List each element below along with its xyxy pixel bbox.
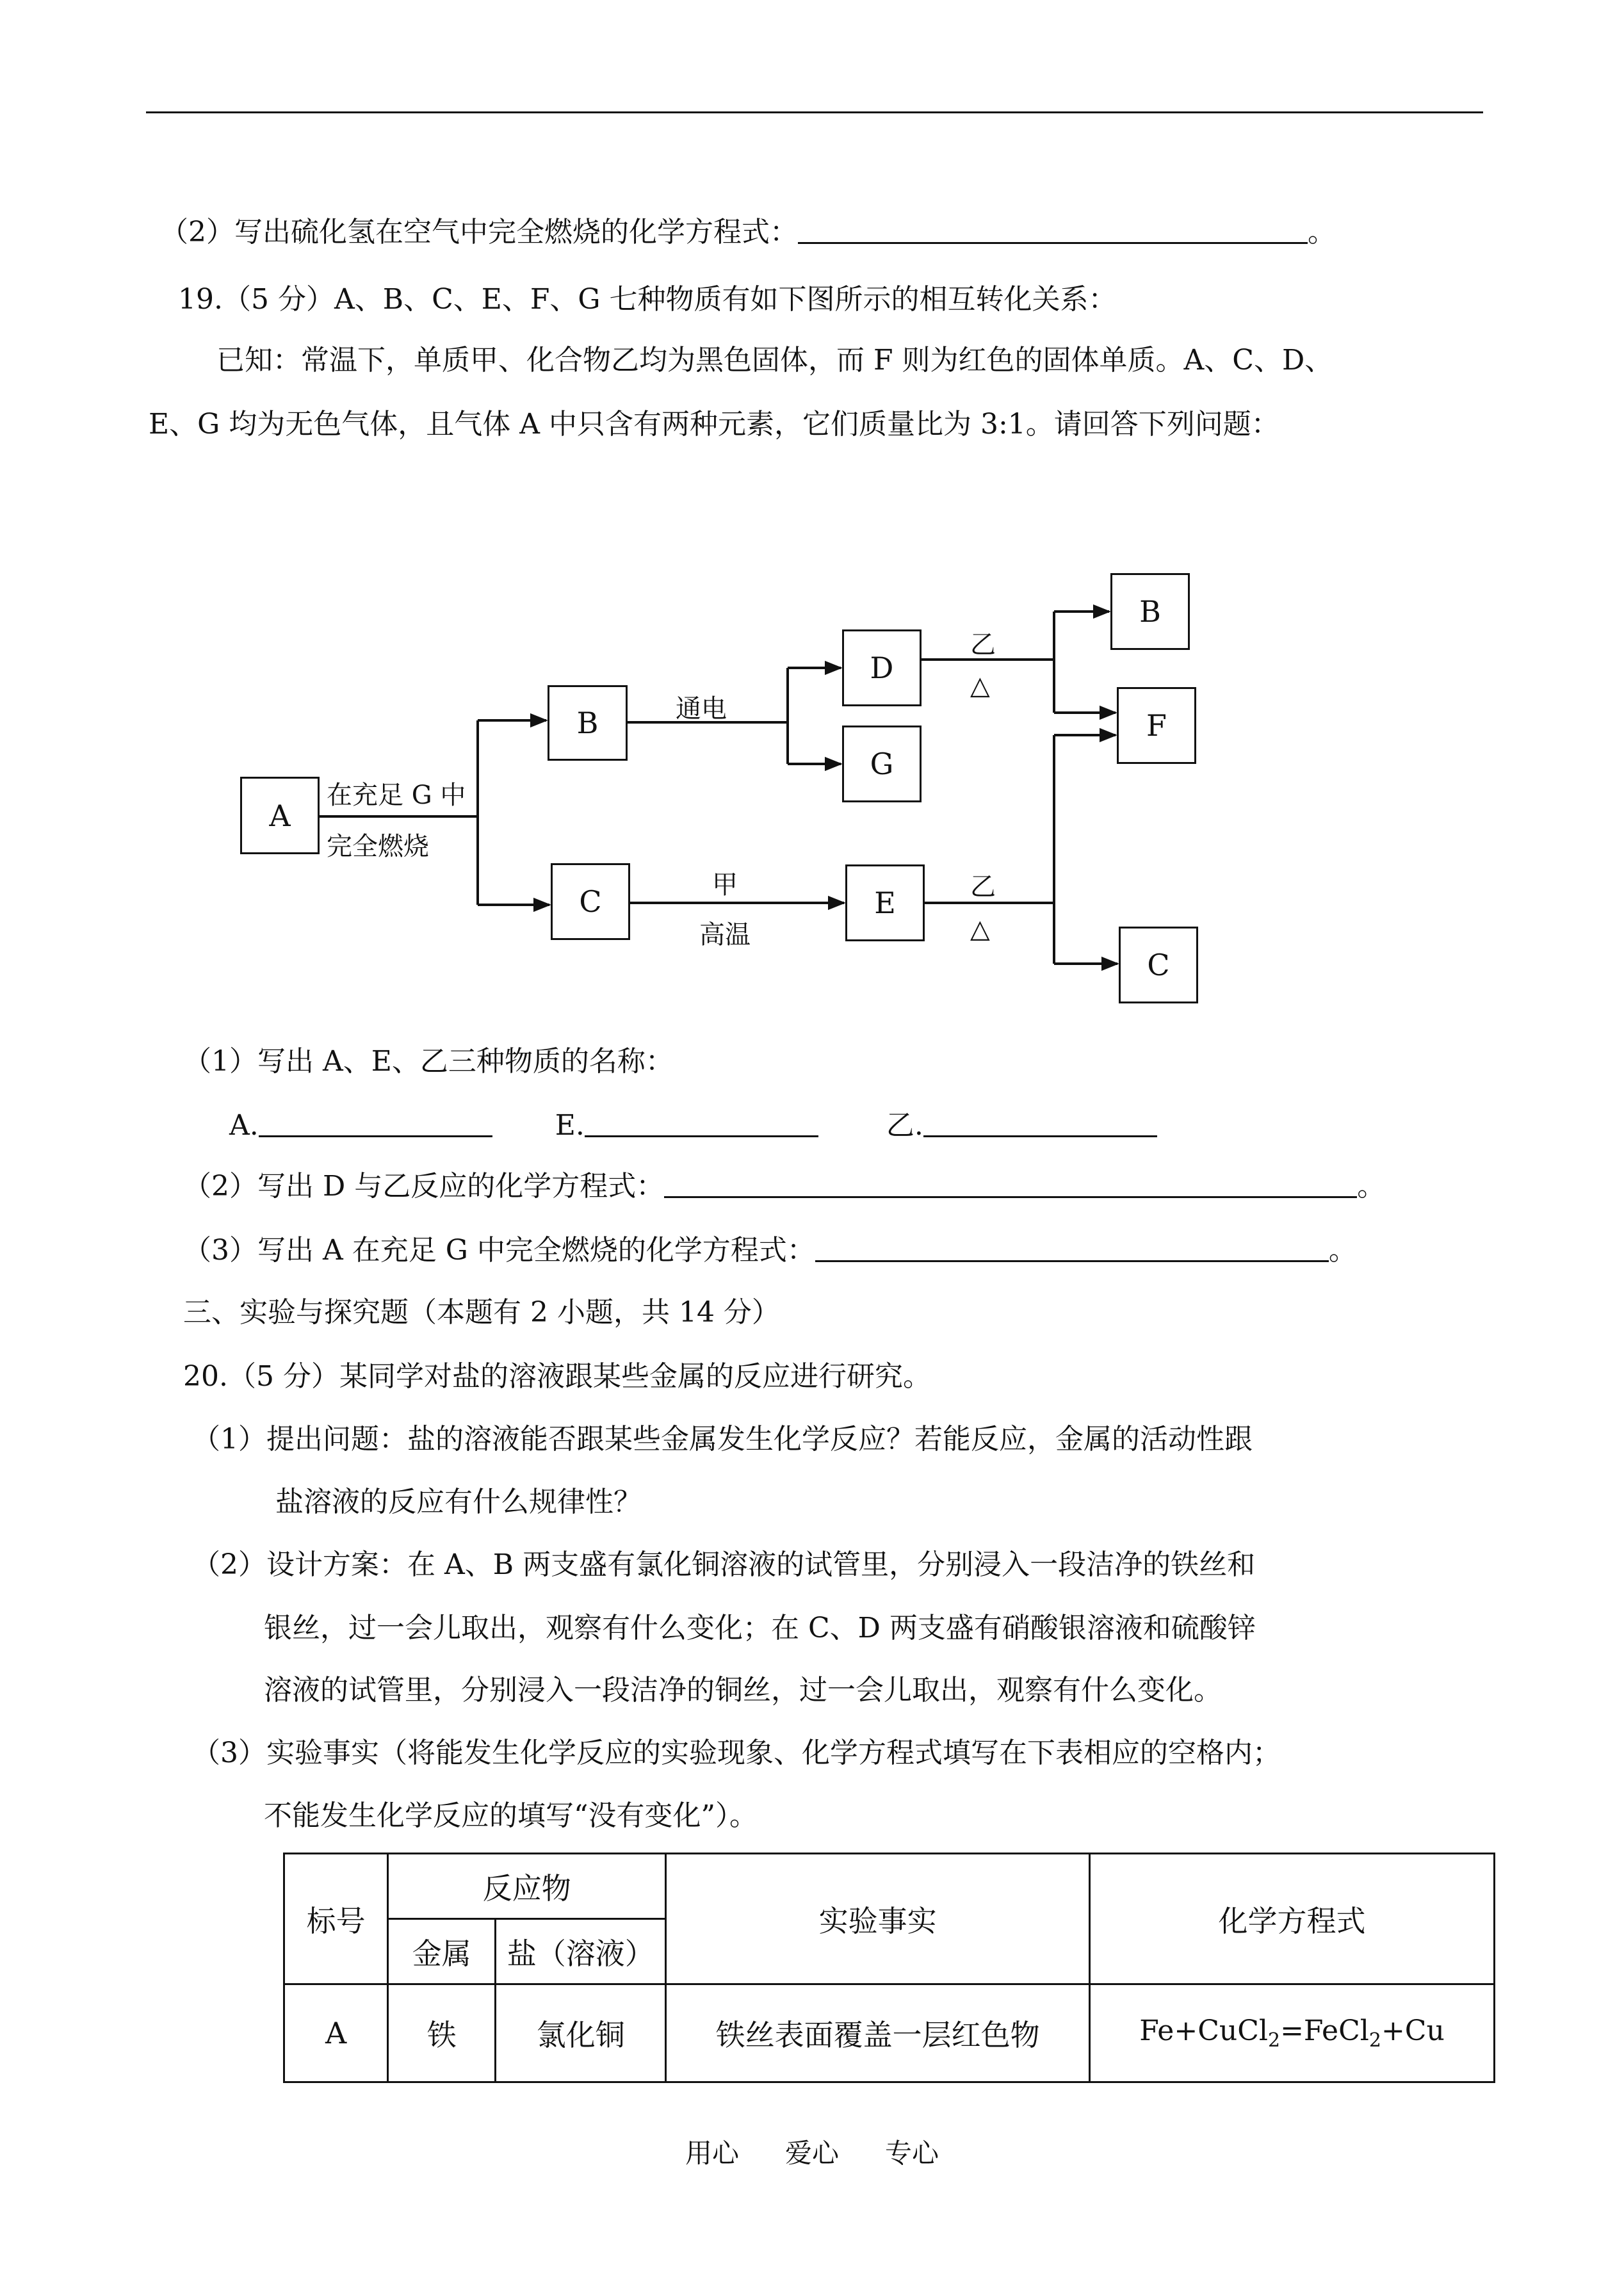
q19-part3-period: 。 [1328, 1234, 1357, 1267]
label-a-burn-bottom: 完全燃烧 [327, 832, 429, 861]
eq-part-1: Fe+CuCl [1139, 2015, 1268, 2048]
q19-part2-text: （2）写出 D 与乙反应的化学方程式： [183, 1170, 665, 1203]
label-electrolysis: 通电 [676, 694, 727, 724]
header-metal: 金属 [388, 1919, 496, 1984]
row-a-equation [1090, 1984, 1495, 2082]
header-salt: 盐（溶液） [496, 1919, 666, 1984]
answer-yi-label: 乙. [886, 1109, 923, 1142]
box-f: F [1117, 687, 1196, 764]
box-c-second: C [1119, 927, 1198, 1003]
q19-part3-blank[interactable] [815, 1235, 1329, 1262]
header-label: 标号 [284, 1854, 388, 1984]
q20-p2-line1: （2）设计方案：在 A、B 两支盛有氯化铜溶液的试管里，分别浸入一段洁净的铁丝和 [192, 1548, 1256, 1581]
footer-word-3: 专心 [885, 2137, 939, 2169]
box-d: D [842, 629, 922, 706]
q20-p1-line1: （1）提出问题：盐的溶液能否跟某些金属发生化学反应？若能反应，金属的活动性跟 [192, 1423, 1253, 1456]
eq-part-2: =FeCl [1280, 2015, 1369, 2048]
answer-e-blank[interactable] [585, 1110, 818, 1137]
q19-part3-text: （3）写出 A 在充足 G 中完全燃烧的化学方程式： [183, 1234, 815, 1267]
q20-title: 20.（5 分）某同学对盐的溶液跟某些金属的反应进行研究。 [183, 1360, 931, 1393]
q20-p3-line1: （3）实验事实（将能发生化学反应的实验现象、化学方程式填写在下表相应的空格内； [192, 1737, 1281, 1769]
row-a-metal: 铁 [388, 1984, 496, 2082]
q18-answer-blank[interactable] [798, 216, 1308, 244]
eq-sub-1: 2 [1267, 2029, 1281, 2052]
box-g: G [842, 726, 922, 802]
label-yi-top: 乙 [970, 630, 996, 660]
section-3-heading: 三、实验与探究题（本题有 2 小题，共 14 分） [183, 1296, 780, 1329]
box-b-first: B [548, 685, 628, 761]
box-e: E [845, 864, 925, 941]
row-a-salt: 氯化铜 [496, 1984, 666, 2082]
q18-period: 。 [1308, 216, 1336, 248]
label-heat-top: △ [970, 671, 990, 701]
label-high-temp: 高温 [699, 920, 751, 950]
row-a-label: A [284, 1984, 388, 2082]
q19-known-line2: E、G 均为无色气体，且气体 A 中只含有两种元素，它们质量比为 3:1。请回答下列问题： [149, 408, 1279, 441]
q19-title: 19.（5 分）A、B、C、E、F、G 七种物质有如下图所示的相互转化关系： [178, 283, 1117, 316]
q19-part2-blank[interactable] [664, 1171, 1357, 1198]
row-a-fact: 铁丝表面覆盖一层红色物 [666, 1984, 1090, 2082]
box-c-first: C [551, 863, 630, 940]
page-footer [0, 2132, 1624, 2171]
q20-p3-line2: 不能发生化学反应的填写“没有变化”）。 [264, 1799, 758, 1832]
label-heat-bottom: △ [970, 914, 990, 944]
q19-part1: （1）写出 A、E、乙三种物质的名称： [183, 1045, 674, 1078]
table-row [284, 1984, 1495, 2082]
box-a: A [240, 777, 320, 854]
q19-known-line1: 已知：常温下，单质甲、化合物乙均为黑色固体，而 F 则为红色的固体单质。A、C、D、 [216, 344, 1333, 377]
q19-part2-period: 。 [1357, 1170, 1386, 1203]
footer-word-1: 用心 [685, 2137, 739, 2169]
eq-sub-2: 2 [1368, 2029, 1381, 2052]
q20-p2-line2: 银丝，过一会儿取出，观察有什么变化；在 C、D 两支盛有硝酸银溶液和硫酸锌 [264, 1612, 1256, 1644]
label-jia: 甲 [712, 870, 738, 900]
q18-part2-text: （2）写出硫化氢在空气中完全燃烧的化学方程式： [160, 216, 798, 248]
header-rule [146, 111, 1483, 113]
header-reactants: 反应物 [388, 1854, 666, 1919]
answer-yi-blank[interactable] [923, 1110, 1157, 1137]
experiment-table [283, 1853, 1495, 2083]
q20-p1-line2: 盐溶液的反应有什么规律性？ [275, 1486, 642, 1518]
q19-part3 [183, 1233, 1357, 1269]
label-yi-bottom: 乙 [970, 872, 996, 902]
label-a-burn-top: 在充足 G 中 [327, 781, 466, 810]
q18-part2 [160, 215, 1336, 250]
answer-e-label: E. [555, 1109, 585, 1142]
answer-a-blank[interactable] [259, 1110, 492, 1137]
q19-part2 [183, 1169, 1385, 1204]
header-equation: 化学方程式 [1090, 1854, 1495, 1984]
box-b-second: B [1110, 573, 1190, 650]
eq-part-3: +Cu [1381, 2015, 1445, 2048]
answer-a-label: A. [229, 1109, 259, 1142]
footer-word-2: 爱心 [784, 2137, 839, 2169]
header-fact: 实验事实 [666, 1854, 1090, 1984]
q19-answers-row [229, 1108, 1157, 1144]
q20-p2-line3: 溶液的试管里，分别浸入一段洁净的铜丝，过一会儿取出，观察有什么变化。 [264, 1674, 1222, 1707]
